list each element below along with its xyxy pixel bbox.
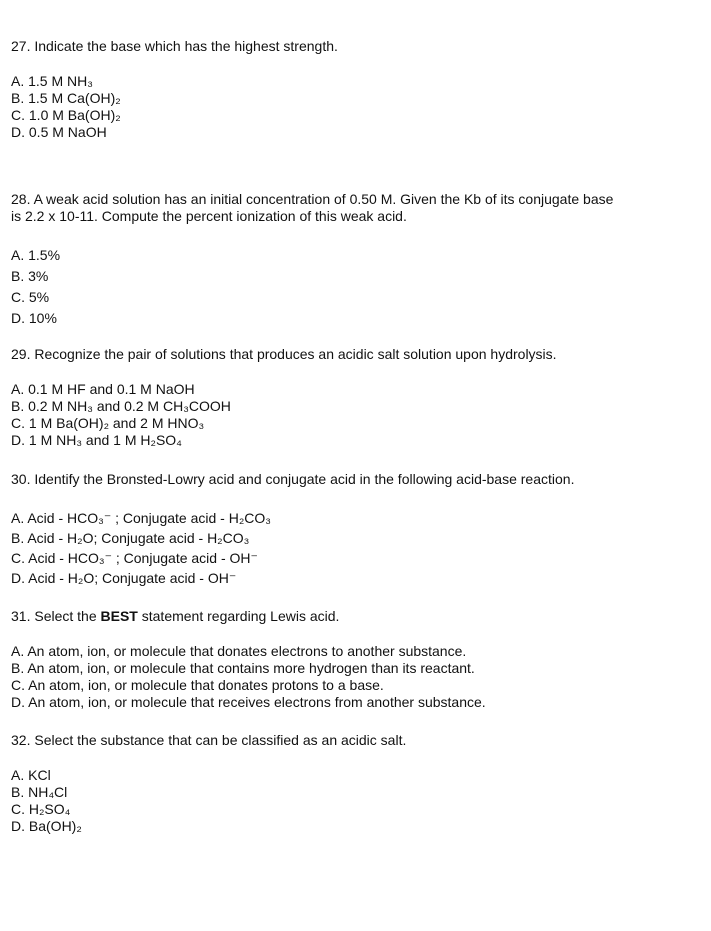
question-27: [11, 38, 681, 141]
question-30-stem: 30. Identify the Bronsted-Lowry acid and conjugate acid in the following acid-base reaction.: [11, 471, 575, 487]
emphasis-best: BEST: [100, 608, 138, 624]
question-31: [11, 608, 681, 711]
option-b[interactable]: B. NH₄Cl: [11, 784, 68, 800]
question-29: [11, 346, 681, 449]
option-d[interactable]: D. 0.5 M NaOH: [11, 124, 107, 140]
option-c[interactable]: C. Acid - HCO₃⁻ ; Conjugate acid - OH⁻: [11, 550, 258, 566]
question-29-stem: 29. Recognize the pair of solutions that produces an acidic salt solution upon hydrolysis.: [11, 346, 557, 362]
option-a[interactable]: A. Acid - HCO₃⁻ ; Conjugate acid - H₂CO₃: [11, 510, 271, 526]
option-d[interactable]: D. Ba(OH)₂: [11, 818, 82, 834]
option-d[interactable]: D. 1 M NH₃ and 1 M H₂SO₄: [11, 432, 182, 448]
option-d[interactable]: D. Acid - H₂O; Conjugate acid - OH⁻: [11, 570, 237, 586]
option-c[interactable]: C. 1.0 M Ba(OH)₂: [11, 107, 121, 123]
question-30: [11, 471, 681, 588]
option-a[interactable]: A. 1.5 M NH₃: [11, 73, 93, 89]
question-31-stem: 31. Select the BEST statement regarding Lewis acid.: [11, 608, 340, 624]
option-d[interactable]: D. 10%: [11, 310, 57, 326]
option-a[interactable]: A. An atom, ion, or molecule that donates electrons to another substance.: [11, 643, 467, 659]
option-b[interactable]: B. 3%: [11, 268, 49, 284]
option-c[interactable]: C. An atom, ion, or molecule that donates protons to a base.: [11, 677, 384, 693]
option-b[interactable]: B. Acid - H₂O; Conjugate acid - H₂CO₃: [11, 530, 250, 546]
option-d[interactable]: D. An atom, ion, or molecule that receives electrons from another substance.: [11, 694, 486, 710]
option-a[interactable]: A. 0.1 M HF and 0.1 M NaOH: [11, 381, 195, 397]
question-31-options: [11, 643, 681, 711]
question-32-stem: 32. Select the substance that can be classified as an acidic salt.: [11, 732, 407, 748]
question-32-options: [11, 767, 681, 835]
question-30-options: [11, 508, 681, 588]
question-27-stem: 27. Indicate the base which has the highest strength.: [11, 38, 338, 54]
question-27-options: [11, 73, 681, 141]
option-a[interactable]: A. 1.5%: [11, 247, 61, 263]
option-b[interactable]: B. 1.5 M Ca(OH)₂: [11, 90, 121, 106]
option-a[interactable]: A. KCl: [11, 767, 51, 783]
option-c[interactable]: C. 1 M Ba(OH)₂ and 2 M HNO₃: [11, 415, 205, 431]
question-28-options: [11, 245, 681, 329]
option-b[interactable]: B. 0.2 M NH₃ and 0.2 M CH₃COOH: [11, 398, 231, 414]
option-b[interactable]: B. An atom, ion, or molecule that contains more hydrogen than its reactant.: [11, 660, 475, 676]
question-29-options: [11, 381, 681, 449]
option-c[interactable]: C. H₂SO₄: [11, 801, 71, 817]
question-32: [11, 732, 681, 835]
question-28: [11, 191, 681, 329]
question-28-stem: 28. A weak acid solution has an initial concentration of 0.50 M. Given the Kb of its conjugate base is 2.2 x 10-11. Compute the percent ionization of this weak acid.: [11, 191, 614, 224]
option-c[interactable]: C. 5%: [11, 289, 50, 305]
